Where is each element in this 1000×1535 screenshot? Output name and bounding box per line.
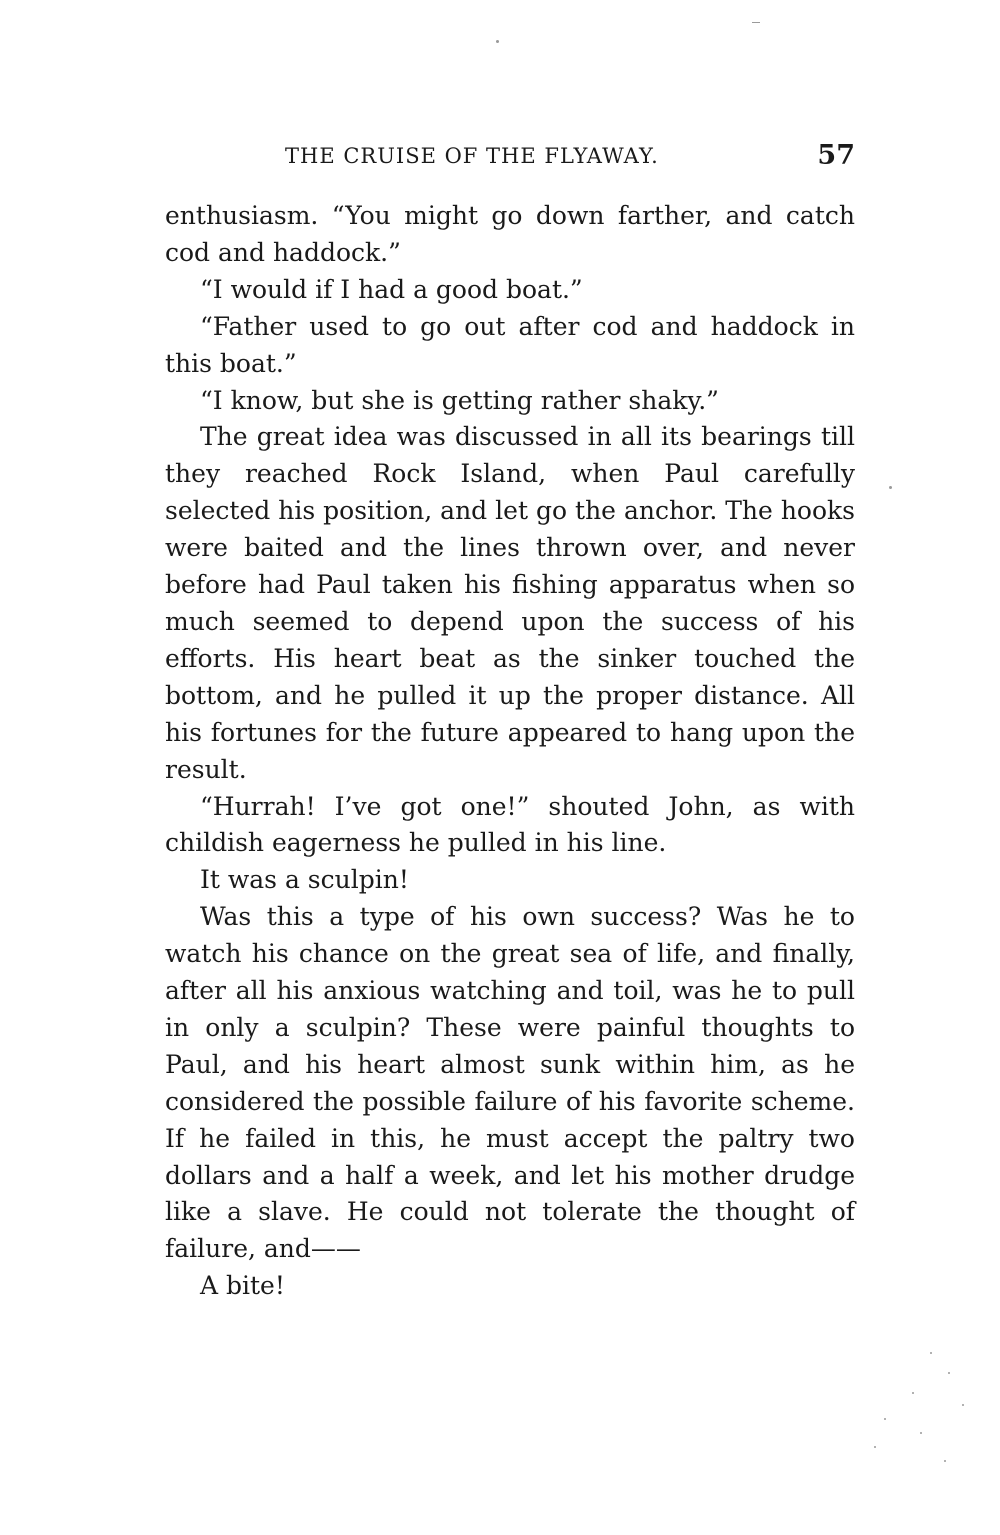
scan-speck — [752, 22, 760, 23]
scan-speck — [912, 1392, 914, 1394]
paragraph: “I know, but she is getting rather shaky.” — [200, 385, 719, 415]
scan-speck — [889, 486, 892, 489]
scan-speck — [920, 1432, 922, 1434]
page-number: 57 — [817, 140, 855, 171]
paragraph: “I would if I had a good boat.” — [200, 274, 583, 304]
scan-speck — [884, 1418, 886, 1420]
paragraph: “Father used to go out after cod and haddock in this boat.” — [165, 311, 855, 378]
scan-speck — [962, 1404, 964, 1406]
paragraph: A bite! — [200, 1271, 285, 1301]
scan-speck — [948, 1372, 950, 1374]
scan-speck — [930, 1352, 932, 1354]
body-text — [165, 198, 855, 1305]
running-title: THE CRUISE OF THE FLYAWAY. — [285, 144, 659, 168]
paragraph: enthusiasm. “You might go down farther, and catch cod and haddock.” — [165, 201, 855, 267]
paragraph: The great idea was discussed in all its bearings till they reached Rock Island, when Paul carefully selected his position, and let go the anchor. The hooks were baited and the lines thrown over, and never before had Paul taken his fishing apparatus when so much seemed to depend upon the success of his efforts. His heart beat as the sinker touched the bottom, and he pulled it up the proper distance. All his fortunes for the future appeared to hang upon the result. — [165, 422, 855, 784]
scan-speck — [944, 1460, 946, 1462]
scan-speck — [496, 40, 499, 43]
running-header — [165, 140, 855, 180]
scan-speck — [874, 1446, 876, 1448]
paragraph: “Hurrah! I’ve got one!” shouted John, as with childish eagerness he pulled in his line. — [165, 791, 855, 858]
paragraph: It was a sculpin! — [200, 865, 409, 895]
paragraph: Was this a type of his own success? Was he to watch his chance on the great sea of life, and finally, after all his anxious watching and toil, was he to pull in only a sculpin? These were painful thoughts to Paul, and his heart almost sunk within him, as he considered the possible failure of his favorite scheme. If he failed in this, he must accept the paltry two dollars and a half a week, and let his mother drudge like a slave. He could not tolerate the thought of failure, and—— — [165, 902, 855, 1264]
